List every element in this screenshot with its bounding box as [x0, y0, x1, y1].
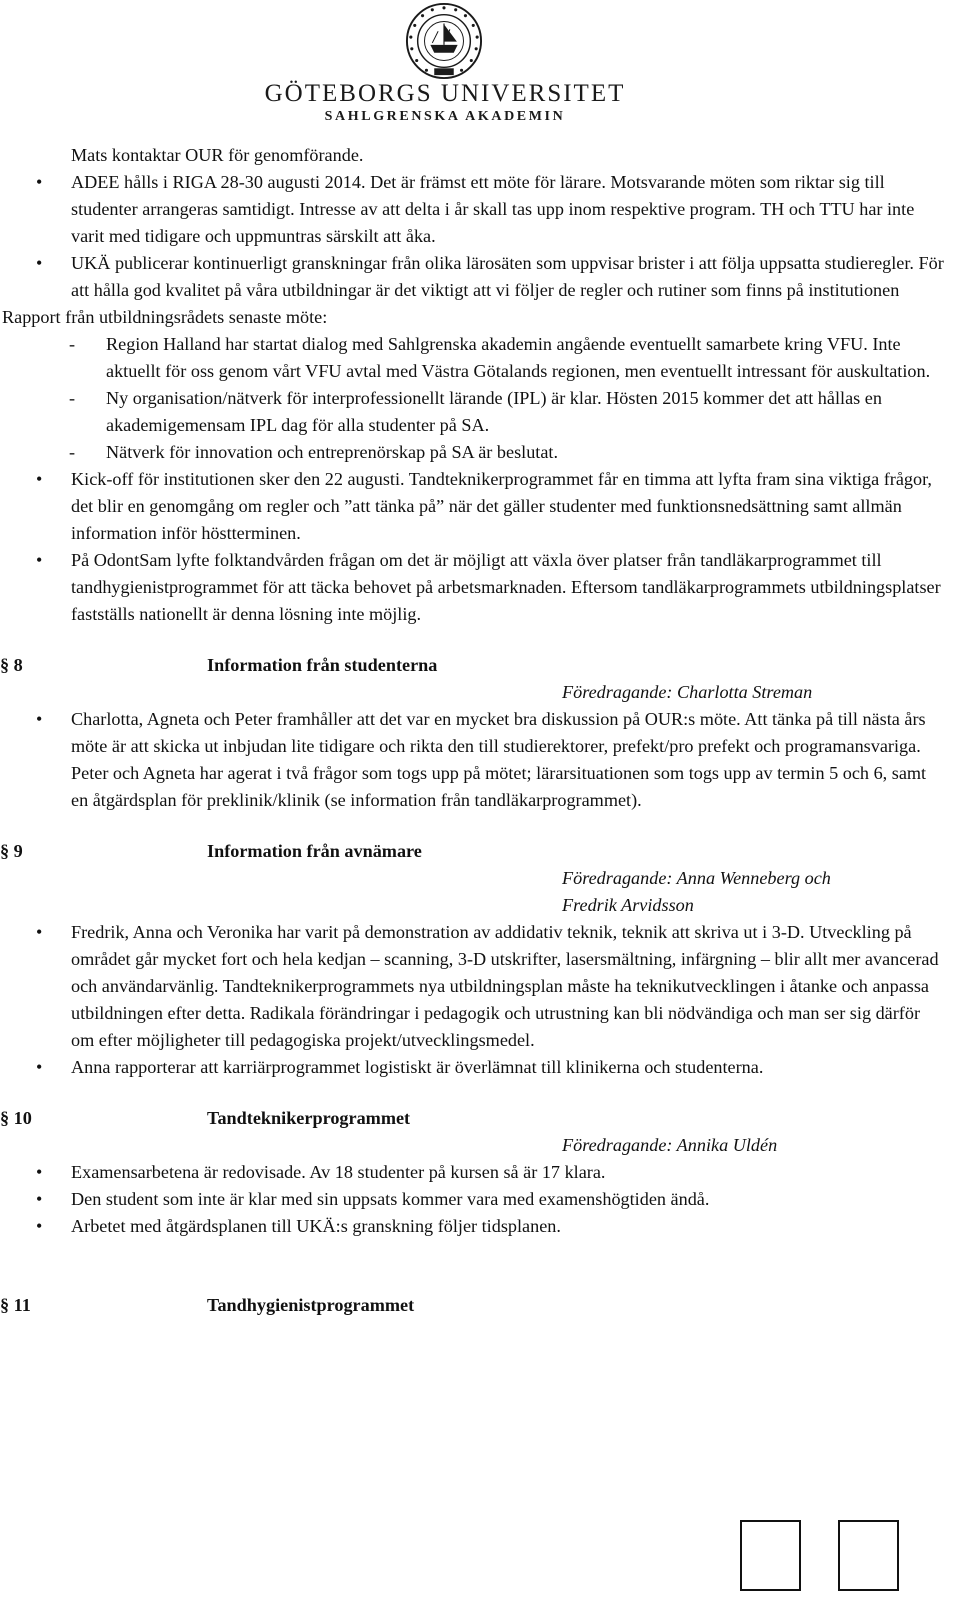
presenter-line: Föredragande: Charlotta Streman	[562, 682, 813, 702]
list-item	[0, 1054, 960, 1081]
list-item	[0, 547, 960, 628]
dash-item-text: Nätverk för innovation och entreprenörskap på SA är beslutat.	[106, 442, 559, 462]
section-heading	[0, 838, 960, 865]
dash-list-item	[0, 439, 960, 466]
section-title: Tandteknikerprogrammet	[207, 1108, 411, 1128]
bullet-icon: •	[36, 172, 43, 192]
bullet-icon: •	[36, 253, 43, 273]
section-number: § 8	[0, 655, 23, 675]
list-item	[0, 1213, 960, 1240]
section-heading	[0, 1105, 960, 1132]
dash-item-text: Ny organisation/nätverk för interprofessionellt lärande (IPL) är klar. Hösten 2015 kommer det att hållas en akademigemensam IPL dag för alla studenter på SA.	[106, 388, 882, 435]
intro-line: Mats kontaktar OUR för genomförande.	[71, 145, 364, 165]
section-number: § 9	[0, 841, 23, 861]
dash-marker: -	[69, 334, 76, 354]
presenter	[0, 865, 960, 919]
section-heading	[0, 652, 960, 679]
list-item	[0, 706, 960, 814]
list-item-text: Examensarbetena är redovisade. Av 18 studenter på kursen så är 17 klara.	[71, 1162, 606, 1182]
bullet-icon: •	[36, 1162, 43, 1182]
section-title: Tandhygienistprogrammet	[207, 1295, 415, 1315]
list-item	[0, 1186, 960, 1213]
dash-marker: -	[69, 388, 76, 408]
presenter	[0, 1132, 960, 1159]
bullet-icon: •	[36, 550, 43, 570]
initials-box[interactable]	[838, 1520, 899, 1591]
section-number: § 10	[0, 1108, 32, 1128]
presenter-line: Föredragande: Annika Uldén	[562, 1135, 778, 1155]
list-item-text: Charlotta, Agneta och Peter framhåller att det var en mycket bra diskussion på OUR:s möte. Att tänka på till nästa års möte är att skicka ut inbjudan lite tidigare och rikta den till studierektorer, prefekt/pro prefekt och programansvariga. Peter och Agneta har agerat i två frågor som togs upp på mötet; lärarsituationen som togs upp av termin 5 och 6, samt en åtgärdsplan för preklinik/klinik (se information från tandläkarprogrammet).	[71, 709, 927, 810]
dash-marker: -	[69, 442, 76, 462]
list-item-text: Den student som inte är klar med sin uppsats kommer vara med examenshögtiden ändå.	[71, 1189, 710, 1209]
list-item	[0, 919, 960, 1054]
section-number: § 11	[0, 1295, 31, 1315]
bullet-icon: •	[36, 1189, 43, 1209]
list-item-text: Fredrik, Anna och Veronika har varit på demonstration av addidativ teknik, teknik att skriva ut i 3-D. Utveckling på området går mycket fort och hela kedjan – scanning, 3-D utskrifter, lasersmältning, infärgning – blir allt mer avancerad och användarvänlig. Tandteknikerprogrammets nya utbildningsplan måste ha teknikutvecklingen i åtanke och anpassa utbildningen efter detta. Radikala förändringar i pedagogik och utrustning kan bli nödvändiga och man ser sig därför om efter möjligheter till pedagogiska projekt/utvecklingsmedel.	[71, 922, 939, 1050]
list-item-text: Arbetet med åtgärdsplanen till UKÄ:s granskning följer tidsplanen.	[71, 1216, 561, 1236]
presenter	[0, 679, 960, 706]
list-item-text: ADEE hålls i RIGA 28-30 augusti 2014. Det är främst ett möte för lärare. Motsvarande möten som riktar sig till studenter arrangeras samtidigt. Intresse av att delta i år skall tas upp inom respektive program. TH och TTU har inte varit med tidigare och uppmuntras särskilt att åka.	[71, 172, 915, 246]
faculty-name: SAHLGRENSKA AKADEMIN	[324, 109, 566, 124]
initials-box[interactable]	[740, 1520, 801, 1591]
dash-list-item	[0, 331, 960, 385]
dash-list-item	[0, 385, 960, 439]
presenter-line: Föredragande: Anna Wenneberg och	[562, 868, 831, 888]
list-item	[0, 1159, 960, 1186]
list-item-text: Anna rapporterar att karriärprogrammet logistiskt är överlämnat till klinikerna och studenterna.	[71, 1057, 764, 1077]
list-item	[0, 169, 960, 250]
section-title: Information från avnämare	[207, 841, 422, 861]
university-seal-icon	[405, 2, 483, 80]
dash-item-text: Region Halland har startat dialog med Sahlgrenska akademin angående eventuellt samarbete kring VFU. Inte aktuellt för oss genom vårt VFU avtal med Västra Götalands regionen, men eventuellt intressant för auskultation.	[106, 334, 931, 381]
bullet-icon: •	[36, 1216, 43, 1236]
list-item	[0, 466, 960, 547]
bullet-icon: •	[36, 1057, 43, 1077]
bullet-icon: •	[36, 922, 43, 942]
list-item	[0, 250, 960, 304]
section-heading	[0, 1292, 960, 1319]
list-item-text: På OdontSam lyfte folktandvården frågan om det är möjligt att växla över platser från tandläkarprogrammet till tandhygienistprogrammet för att täcka behovet på arbetsmarknaden. Eftersom tandläkarprogrammets utbildningsplatser fastställs nationellt är denna lösning inte möjlig.	[71, 550, 941, 624]
bullet-icon: •	[36, 709, 43, 729]
university-name: GÖTEBORGS UNIVERSITET	[264, 80, 626, 107]
list-item-text: Kick-off för institutionen sker den 22 augusti. Tandteknikerprogrammet får en timma att lyfta fram sina viktiga frågor, det blir en genomgång om regler och ”att tänka på” när det gäller studenter med funktionsnedsättning samt allmän information inför höstterminen.	[71, 469, 932, 543]
report-heading: Rapport från utbildningsrådets senaste möte:	[2, 307, 328, 327]
bullet-icon: •	[36, 469, 43, 489]
document-body	[0, 142, 960, 1319]
presenter-line: Fredrik Arvidsson	[562, 895, 694, 915]
page-header	[0, 0, 960, 140]
list-item-text: UKÄ publicerar kontinuerligt granskningar från olika lärosäten som uppvisar brister i att följa uppsatta studieregler. För att hålla god kvalitet på våra utbildningar är det viktigt att vi följer de regler och rutiner som finns på institutionen	[71, 253, 944, 300]
section-title: Information från studenterna	[207, 655, 438, 675]
